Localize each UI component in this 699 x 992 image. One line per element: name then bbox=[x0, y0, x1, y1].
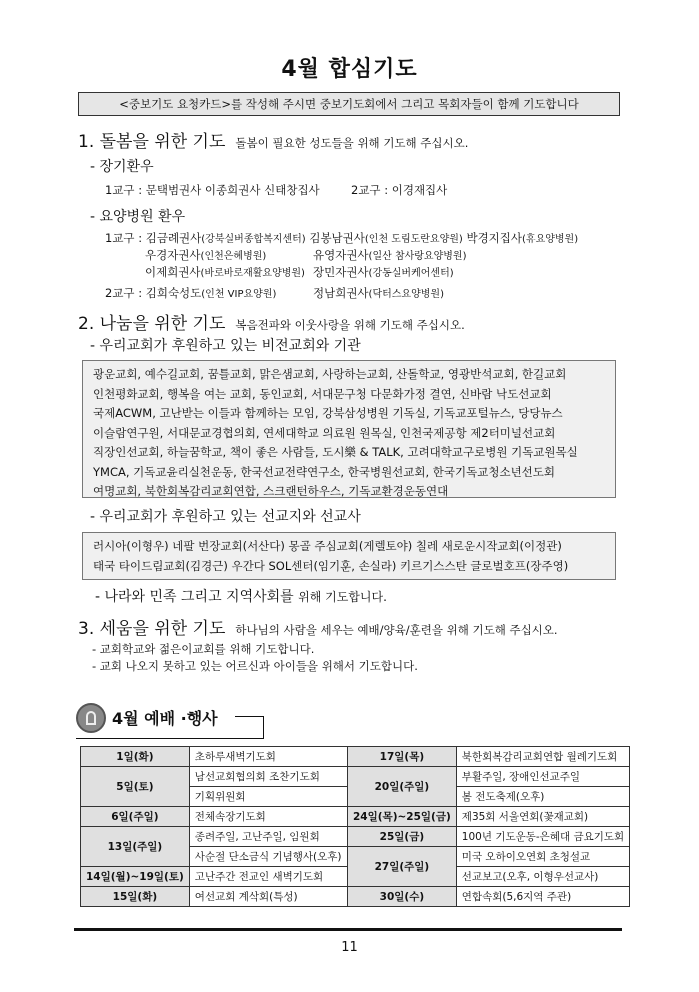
box-line: 국제ACWM, 고난받는 이들과 함께하는 모임, 강북삼성병원 기독실, 기독교포털뉴스, 당당뉴스 bbox=[93, 406, 563, 420]
table-row bbox=[81, 807, 348, 827]
event-date: 13일(주일) bbox=[81, 827, 190, 867]
table-row bbox=[348, 847, 630, 867]
event-item: 미국 오하이오연회 초청설교 bbox=[456, 847, 629, 867]
patient-name: 이제희권사 bbox=[145, 265, 201, 279]
event-item: 여선교회 계삭회(특성) bbox=[189, 887, 347, 907]
patient-place: (인천 도림도란요양원) bbox=[364, 234, 463, 245]
event-item: 100년 기도운동-은혜대 금요기도회 bbox=[456, 827, 629, 847]
district-label: 2교구 : bbox=[105, 286, 143, 300]
patients-line-2: 2교구 : 이경재집사 bbox=[351, 183, 448, 197]
subsection-long-term-patients: - 장기환우 bbox=[90, 159, 154, 175]
events-title: 4월 예배 ·행사 bbox=[112, 709, 218, 728]
event-date: 15일(화) bbox=[81, 887, 190, 907]
section1-note: 돌봄이 필요한 성도들을 위해 기도해 주십시오. bbox=[235, 136, 469, 150]
patient-name: 김희숙성도 bbox=[145, 286, 202, 300]
nursing-row-2b bbox=[313, 247, 466, 263]
section2-title: 2. 나눔을 위한 기도 bbox=[78, 314, 226, 334]
district-label: 1교구 : bbox=[105, 231, 143, 245]
event-item: 기획위원회 bbox=[189, 787, 347, 807]
box-line: 인천평화교회, 행복을 여는 교회, 동인교회, 서대문구청 다문화가정 결연, 신바람 낙도선교회 bbox=[93, 386, 552, 401]
event-item: 종려주일, 고난주일, 임원회 bbox=[189, 827, 347, 847]
missionaries-box bbox=[82, 532, 616, 580]
box-line: 태국 타이드림교회(김경근) 우간다 SOL센터(임기훈, 손실라) 키르기스스탄 글로벌호프(장주영) bbox=[93, 558, 569, 573]
event-item: 부활주일, 장애인선교주일 bbox=[456, 767, 629, 787]
section1-title: 1. 돌봄을 위한 기도 bbox=[78, 132, 226, 152]
patient-name: 장민자권사 bbox=[313, 265, 369, 279]
table-row bbox=[348, 807, 630, 827]
table-row bbox=[348, 887, 630, 907]
box-line: 이슬람연구원, 서대문교경협의회, 연세대학교 의료원 원목실, 인천국제공항 제2터미널선교회 bbox=[93, 425, 556, 440]
section2-heading bbox=[78, 309, 465, 334]
page-number: 11 bbox=[341, 940, 358, 955]
patient-name: 정남희권사 bbox=[313, 286, 369, 300]
table-row bbox=[348, 747, 630, 767]
patient-place: (인천은혜병원) bbox=[200, 251, 267, 262]
table-row bbox=[81, 887, 348, 907]
patient-name: 김봉남권사 bbox=[309, 231, 365, 245]
table-row bbox=[81, 747, 348, 767]
event-item: 전체속장기도회 bbox=[189, 807, 347, 827]
table-row bbox=[348, 767, 630, 787]
section2-note: 복음전파와 이웃사랑을 위해 기도해 주십시오. bbox=[235, 318, 465, 332]
patient-name: 우경자권사 bbox=[145, 248, 201, 262]
section3-heading bbox=[78, 614, 558, 639]
box-line: YMCA, 기독교윤리실천운동, 한국선교전략연구소, 한국병원선교회, 한국기독교청소년선도회 bbox=[93, 464, 556, 479]
section1-heading bbox=[78, 127, 468, 152]
events-table-left bbox=[80, 746, 348, 907]
event-date: 1일(화) bbox=[81, 747, 190, 767]
footer-divider bbox=[74, 928, 622, 931]
patient-place: (인천 VIP요양원) bbox=[201, 289, 277, 300]
event-item: 북한회복감리교회연합 월례기도회 bbox=[456, 747, 629, 767]
section3-line-2: - 교회 나오지 못하고 있는 어르신과 아이들을 위해서 기도합니다. bbox=[92, 659, 418, 673]
patient-place: (휴요양병원) bbox=[522, 234, 579, 245]
event-date: 5일(토) bbox=[81, 767, 190, 807]
patients-line-1: 1교구 : 문택범권사 이종희권사 신태창집사 bbox=[105, 183, 320, 197]
subsection-vision-churches: - 우리교회가 후원하고 있는 비전교회와 기관 bbox=[90, 338, 361, 354]
subsection-missionaries: - 우리교회가 후원하고 있는 선교지와 선교사 bbox=[90, 509, 361, 525]
event-date: 27일(주일) bbox=[348, 847, 457, 887]
event-date: 24일(목)~25일(금) bbox=[348, 807, 457, 827]
events-table-right bbox=[347, 746, 630, 907]
divider bbox=[263, 716, 264, 738]
notice-banner: <중보기도 요청카드>를 작성해 주시면 중보기도회에서 그리고 목회자들이 함께 기도합니다 bbox=[78, 92, 620, 116]
event-date: 20일(주일) bbox=[348, 767, 457, 807]
box-line: 러시아(이형우) 네팔 번장교회(서산다) 몽골 주심교회(게렐토야) 칠레 새로운시작교회(이정관) bbox=[93, 539, 562, 553]
nursing-row-3b bbox=[313, 264, 454, 280]
patient-name: 박경지집사 bbox=[466, 231, 523, 245]
table-row bbox=[81, 767, 348, 787]
page-title: 4월 합심기도 bbox=[281, 57, 418, 82]
event-item: 봄 전도축제(오후) bbox=[456, 787, 629, 807]
patient-place: (일산 참사랑요양병원) bbox=[368, 251, 467, 262]
section3-title: 3. 세움을 위한 기도 bbox=[78, 619, 226, 639]
box-line: 여명교회, 북한회복감리교회연합, 스크랜턴하우스, 기독교환경운동연대 bbox=[93, 484, 449, 498]
nursing-row-3 bbox=[145, 264, 305, 280]
box-line: 광운교회, 예수길교회, 꿈틀교회, 맑은샘교회, 사랑하는교회, 산돌학교, 영광반석교회, 한길교회 bbox=[93, 367, 567, 381]
event-date: 14일(월)~19일(토) bbox=[81, 867, 190, 887]
nursing-row-2 bbox=[145, 247, 266, 263]
patient-name: 유영자권사 bbox=[313, 248, 369, 262]
church-logo-icon bbox=[76, 703, 106, 733]
nursing-row-1 bbox=[105, 230, 578, 246]
section3-line-1: - 교회학교와 젊은이교회를 위해 기도합니다. bbox=[92, 642, 315, 656]
nursing-row-4b bbox=[313, 285, 444, 301]
vision-churches-box bbox=[82, 360, 616, 498]
table-row bbox=[81, 827, 348, 847]
subsection-nation bbox=[95, 586, 387, 606]
event-item: 사순절 단소금식 기념행사(오후) bbox=[189, 847, 347, 867]
table-row bbox=[348, 827, 630, 847]
event-date: 30일(수) bbox=[348, 887, 457, 907]
patient-place: (강북실버종합복지센터) bbox=[201, 234, 306, 245]
nation-rest: 위해 기도합니다. bbox=[298, 590, 387, 604]
event-date: 25일(금) bbox=[348, 827, 457, 847]
patient-place: (강동실버케어센터) bbox=[368, 268, 454, 279]
event-date: 6일(주일) bbox=[81, 807, 190, 827]
event-date: 17일(목) bbox=[348, 747, 457, 767]
table-row bbox=[81, 867, 348, 887]
patient-place: (바로바로재활요양병원) bbox=[200, 268, 305, 279]
section3-note: 하나님의 사람을 세우는 예배/양육/훈련을 위해 기도해 주십시오. bbox=[235, 623, 558, 637]
divider bbox=[235, 716, 263, 717]
event-item: 초하루새벽기도회 bbox=[189, 747, 347, 767]
event-item: 제35회 서울연회(꽃재교회) bbox=[456, 807, 629, 827]
box-line: 직장인선교회, 하늘꿈학교, 책이 좋은 사람들, 도시樂 & TALK, 고려대학교구로병원 기독교원목실 bbox=[93, 445, 578, 459]
subsection-nursing-patients: - 요양병원 환우 bbox=[90, 209, 186, 225]
event-item: 남선교회협의회 조찬기도회 bbox=[189, 767, 347, 787]
nation-title: - 나라와 민족 그리고 지역사회를 bbox=[95, 589, 294, 605]
event-item: 선교보고(오후, 이형우선교사) bbox=[456, 867, 629, 887]
event-item: 연합속회(5,6지역 주관) bbox=[456, 887, 629, 907]
divider bbox=[76, 738, 264, 739]
patient-name: 김금례권사 bbox=[145, 231, 202, 245]
patient-place: (닥터스요양병원) bbox=[368, 289, 444, 300]
event-item: 고난주간 전교인 새벽기도회 bbox=[189, 867, 347, 887]
nursing-row-4 bbox=[105, 285, 276, 301]
